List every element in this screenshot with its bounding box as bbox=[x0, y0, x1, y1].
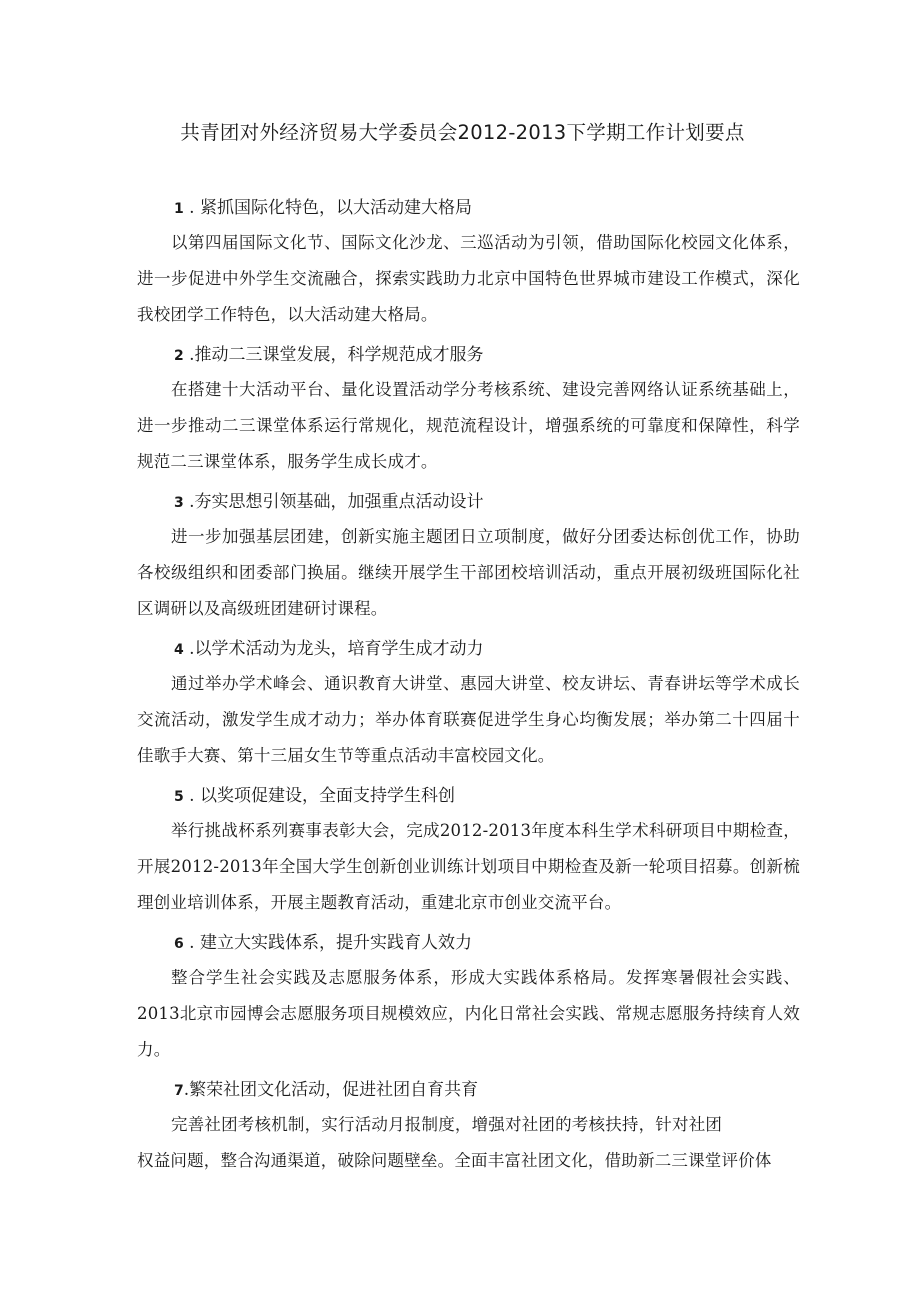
section-body: 进一步加强基层团建，创新实施主题团日立项制度，做好分团委达标创优工作，协助各校级组织和团委部门换届。继续开展学生干部团校培训活动，重点开展初级班国际化社区调研以及高级班团建研讨课程。 bbox=[137, 527, 800, 618]
section-heading bbox=[137, 632, 800, 666]
section-body: 通过举办学术峰会、通识教育大讲堂、惠园大讲堂、校友讲坛、青春讲坛等学术成长交流活动，激发学生成才动力；举办体育联赛促进学生身心均衡发展；举办第二十四届十佳歌手大赛、第十三届女生节等重点活动丰富校园文化。 bbox=[137, 674, 800, 765]
body-line: 权益问题，整合沟通渠道，破除问题壁垒。全面丰富社团文化，借助新二三课堂评价体 bbox=[137, 1151, 772, 1170]
section-3 bbox=[137, 485, 800, 627]
section-number: 3 bbox=[174, 495, 184, 511]
section-heading-text: . 建立大实践体系，提升实践育人效力 bbox=[183, 933, 472, 953]
section-body: 在搭建十大活动平台、量化设置活动学分考核系统、建设完善网络认证系统基础上，进一步推动二三课堂体系运行常规化，规范流程设计，增强系统的可靠度和保障性，科学规范二三课堂体系，服务学生成长成才。 bbox=[137, 380, 800, 471]
section-body: 整合学生社会实践及志愿服务体系，形成大实践体系格局。发挥寒暑假社会实践、2013北京市园博会志愿服务项目规模效应，内化日常社会实践、常规志愿服务持续育人效力。 bbox=[137, 968, 800, 1059]
section-number: 6 bbox=[174, 936, 184, 952]
section-heading bbox=[137, 779, 800, 813]
section-heading-text: . 紧抓国际化特色，以大活动建大格局 bbox=[183, 198, 472, 218]
section-heading-text: .繁荣社团文化活动，促进社团自育共育 bbox=[183, 1080, 479, 1100]
section-body: 以第四届国际文化节、国际文化沙龙、三巡活动为引领，借助国际化校园文化体系，进一步促进中外学生交流融合，探索实践助力北京中国特色世界城市建设工作模式，深化我校团学工作特色，以大活动建大格局。 bbox=[137, 233, 800, 324]
section-7 bbox=[137, 1073, 800, 1179]
section-1 bbox=[137, 191, 800, 333]
section-number: 4 bbox=[174, 642, 184, 658]
section-list bbox=[137, 191, 800, 1179]
section-number: 5 bbox=[174, 789, 184, 805]
section-heading bbox=[137, 485, 800, 519]
section-body: 举行挑战杯系列赛事表彰大会，完成2012-2013年度本科生学术科研项目中期检查，开展2012-2013年全国大学生创新创业训练计划项目中期检查及新一轮项目招募。创新梳理创业培训体系，开展主题教育活动，重建北京市创业交流平台。 bbox=[137, 821, 800, 912]
page-title: 共青团对外经济贸易大学委员会2012-2013下学期工作计划要点 bbox=[180, 121, 745, 144]
section-heading-text: .以学术活动为龙头，培育学生成才动力 bbox=[183, 639, 484, 659]
section-number: 2 bbox=[174, 348, 184, 364]
body-line: 完善社团考核机制，实行活动月报制度，增强对社团的考核扶持，针对社团 bbox=[171, 1115, 723, 1134]
section-6 bbox=[137, 926, 800, 1068]
section-heading bbox=[137, 191, 800, 225]
section-heading-text: .推动二三课堂发展，科学规范成才服务 bbox=[183, 345, 484, 365]
section-5 bbox=[137, 779, 800, 921]
section-4 bbox=[137, 632, 800, 774]
section-2 bbox=[137, 338, 800, 480]
section-heading-text: . 以奖项促建设，全面支持学生科创 bbox=[183, 786, 455, 806]
section-body bbox=[137, 1107, 800, 1179]
section-number: 7 bbox=[174, 1083, 184, 1099]
section-heading-text: .夯实思想引领基础，加强重点活动设计 bbox=[183, 492, 484, 512]
section-number: 1 bbox=[174, 201, 184, 217]
section-heading bbox=[137, 926, 800, 960]
section-heading bbox=[137, 1073, 800, 1107]
section-heading bbox=[137, 338, 800, 372]
